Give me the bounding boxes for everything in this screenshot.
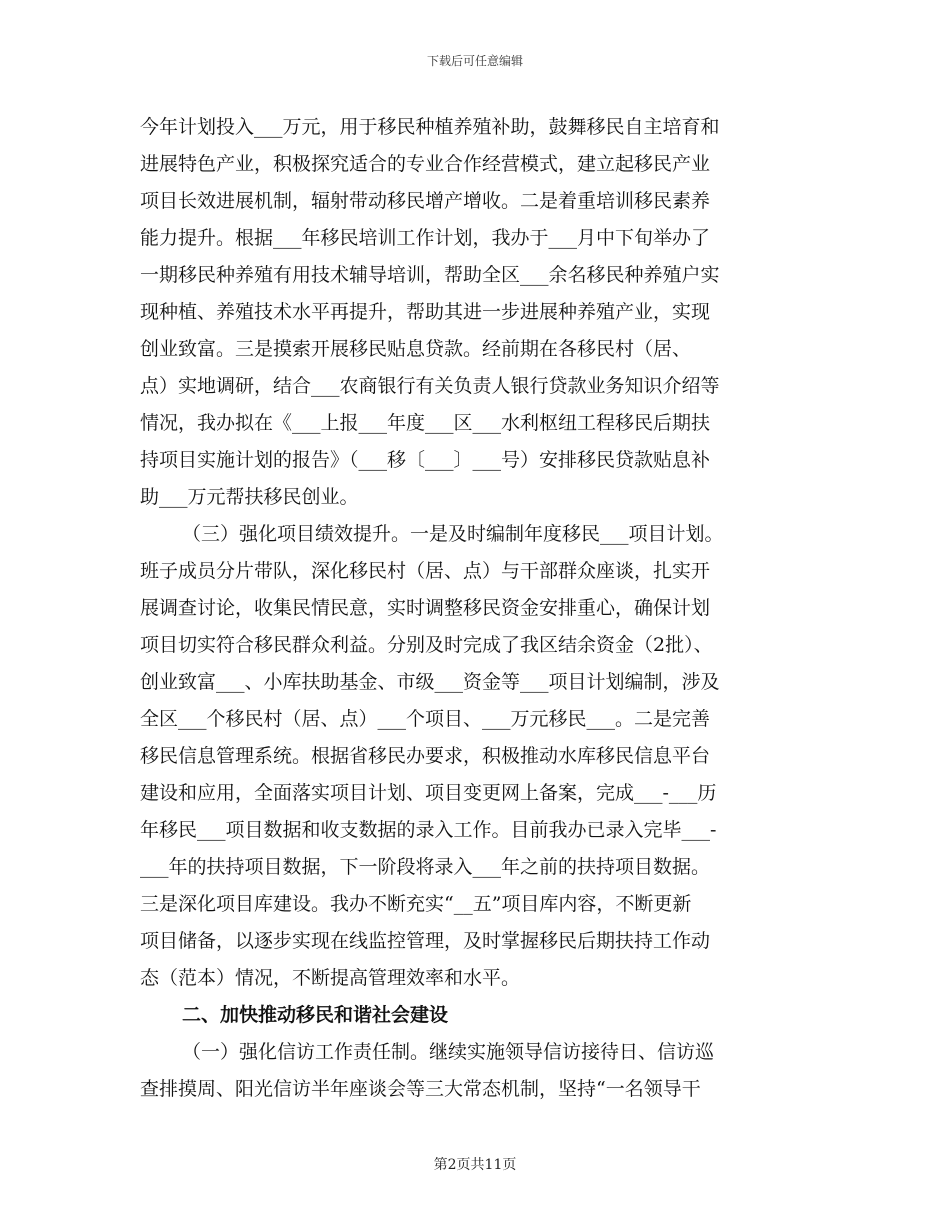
body-line: 项目储备，以逐步实现在线监控管理，及时掌握移民后期扶持工作动 [140, 930, 711, 952]
body-line: 今年计划投入___万元，用于移民种植养殖补助，鼓舞移民自主培育和 [140, 116, 720, 138]
body-line: 查排摸周、阳光信访半年座谈会等三大常态机制，坚持“一名领导干 [140, 1078, 701, 1100]
body-line: 一期移民种养殖有用技术辅导培训，帮助全区___余名移民种养殖户实 [140, 264, 720, 286]
page-footer: 第2页共11页 [433, 1157, 517, 1173]
body-line: 助___万元帮扶移民创业。 [140, 486, 359, 508]
paragraph-start-line: （一）强化信访工作责任制。继续实施领导信访接待日、信访巡 [182, 1041, 715, 1063]
body-line: 班子成员分片带队，深化移民村（居、点）与干部群众座谈，扎实开 [140, 560, 711, 582]
body-line: 持项目实施计划的报告》（___移〔___〕___号）安排移民贷款贴息补 [140, 449, 711, 471]
section-heading: 二、加快推动移民和谐社会建设 [182, 1004, 449, 1026]
document-body [140, 109, 812, 1108]
body-line: 态（范本）情况，不断提高管理效率和水平。 [140, 967, 521, 989]
body-line: 全区___个移民村（居、点）___个项目、___万元移民___。二是完善 [140, 708, 711, 730]
body-line: 展调查讨论，收集民情民意，实时调整移民资金安排重心，确保计划 [140, 597, 711, 619]
body-line: 点）实地调研，结合___农商银行有关负责人银行贷款业务知识介绍等 [140, 375, 720, 397]
page-header: 下载后可任意编辑 [426, 54, 523, 68]
body-line: 项目切实符合移民群众利益。分别及时完成了我区结余资金（2批）、 [140, 634, 713, 656]
body-line: 三是深化项目库建设。我办不断充实“__五”项目库内容，不断更新 [140, 893, 692, 915]
body-line: 进展特色产业，积极探究适合的专业合作经营模式，建立起移民产业 [140, 153, 711, 175]
body-line: 移民信息管理系统。根据省移民办要求，积极推动水库移民信息平台 [140, 745, 711, 767]
body-line: ___年的扶持项目数据，下一阶段将录入___年之前的扶持项目数据。 [140, 856, 711, 878]
body-line: 创业致富___、小库扶助基金、市级___资金等___项目计划编制，涉及 [140, 671, 720, 693]
body-line: 建设和应用，全面落实项目计划、项目变更网上备案，完成___-___历 [140, 782, 717, 804]
body-line: 现种植、养殖技术水平再提升，帮助其进一步进展种养殖产业，实现 [140, 301, 711, 323]
body-line: 能力提升。根据___年移民培训工作计划，我办于___月中下旬举办了 [140, 227, 711, 249]
body-line: 年移民___项目数据和收支数据的录入工作。目前我办已录入完毕___- [140, 819, 717, 841]
body-line: 项目长效进展机制，辐射带动移民增产增收。二是着重培训移民素养 [140, 190, 711, 212]
body-line: 创业致富。三是摸索开展移民贴息贷款。经前期在各移民村（居、 [140, 338, 692, 360]
paragraph-start-line: （三）强化项目绩效提升。一是及时编制年度移民___项目计划。 [182, 523, 724, 545]
body-line: 情况，我办拟在《___上报___年度___区___水利枢纽工程移民后期扶 [140, 412, 711, 434]
